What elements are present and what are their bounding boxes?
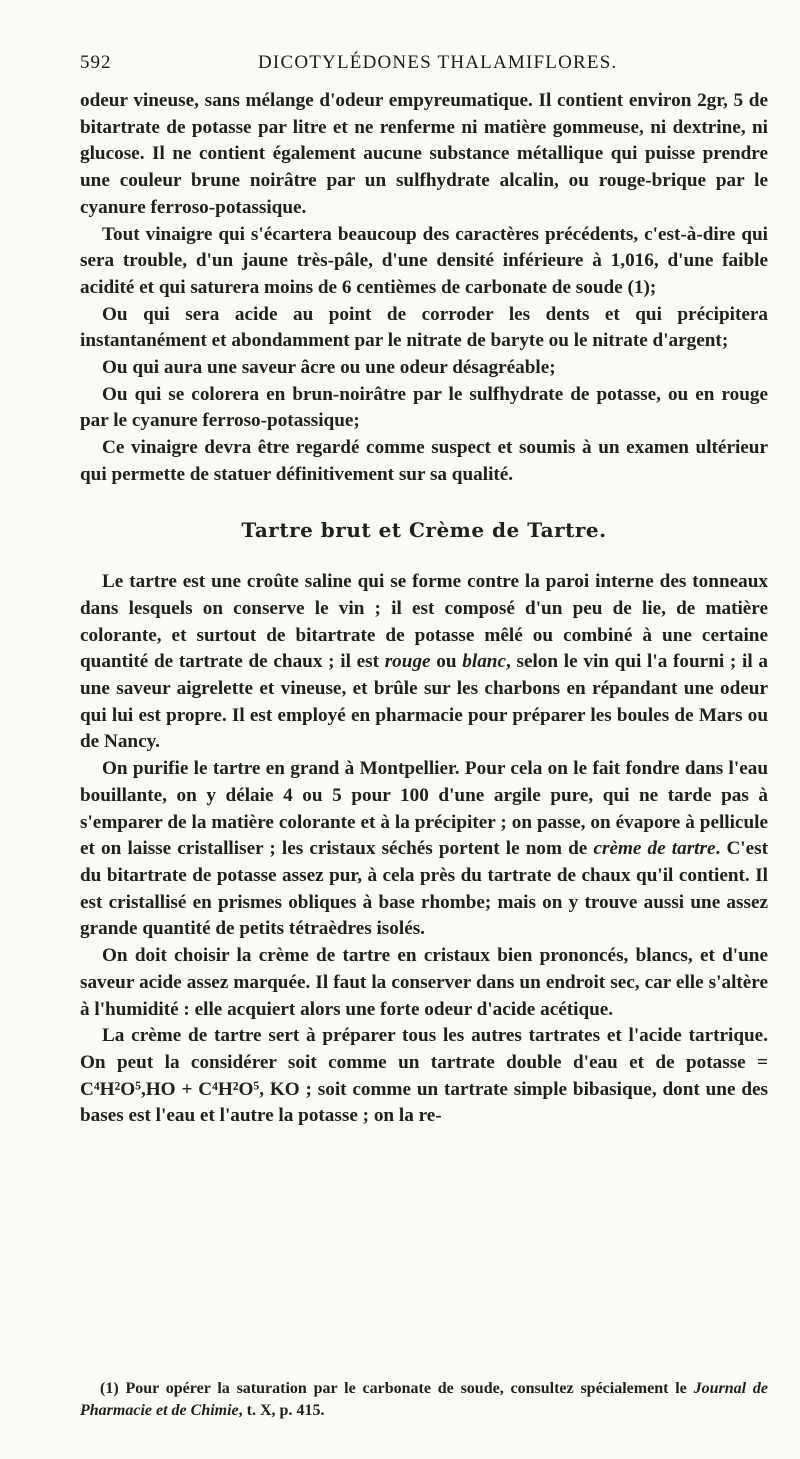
- italic-text: Journal de Pharmacie et de Chimie: [80, 1380, 768, 1419]
- text-run: Le tartre est une croûte saline qui se forme contre la paroi interne des tonneaux dans lesquels on conserve le vin ; il est composé d'un peu de lie, de matière colorante, et surtout de bitartrate de potasse mêlé ou combiné à une certaine quantité de tartrate de chaux ; il est: [80, 571, 768, 673]
- section-title: Tartre brut et Crème de Tartre.: [241, 517, 607, 542]
- text-run: On doit choisir la crème de tartre en cristaux bien prononcés, blancs, et d'une saveur acide assez marquée. Il faut la conserver dans un endroit sec, car elle s'altère à l'humidité : elle acquiert alors une forte odeur d'acide acétique.: [80, 945, 768, 1020]
- page-header: [80, 52, 725, 78]
- paragraph: [80, 569, 768, 756]
- paragraph: [80, 1023, 768, 1130]
- text-run: La crème de tartre sert à préparer tous les autres tartrates et l'acide tartrique. On peut la considérer soit comme un tartrate double d'eau et de potasse = C⁴H²O⁵,HO + C⁴H²O⁵, KO ; soit comme un tartrate simple bibasique, dont une des bases est l'eau et l'autre la potasse ; on la re-: [80, 1025, 768, 1127]
- paragraph: [80, 756, 768, 943]
- text-run: , t. X, p. 415.: [238, 1402, 325, 1419]
- footnote: [80, 1378, 768, 1422]
- text-run: , selon le vin qui l'a fourni ; il a une saveur aigrelette et vineuse, et brûle sur les charbons en répandant une odeur qui lui est propre. Il est employé en pharmacie pour préparer les boules de Mars ou de Nancy.: [80, 651, 768, 753]
- paragraph: Ce vinaigre devra être regardé comme suspect et soumis à un examen ultérieur qui permette de statuer définitivement sur sa qualité.: [80, 437, 768, 485]
- running-head: DICOTYLÉDONES THALAMIFLORES.: [258, 52, 618, 73]
- paragraph: Ou qui sera acide au point de corroder les dents et qui précipitera instantanément et abondamment par le nitrate de baryte ou le nitrate d'argent;: [80, 303, 768, 352]
- paragraph: [80, 943, 768, 1023]
- paragraph: Tout vinaigre qui s'écartera beaucoup des caractères précédents, c'est-à-dire qui sera trouble, d'un jaune très-pâle, d'une densité inférieure à 1,016, d'une faible acidité et qui saturera moins de 6 centièmes de carbonate de soude (1);: [80, 223, 768, 298]
- italic-text: rouge: [384, 651, 431, 673]
- italic-text: crème de tartre: [593, 838, 716, 860]
- paragraph: odeur vineuse, sans mélange d'odeur empyreumatique. Il contient environ 2gr, 5 de bitartrate de potasse par litre et ne renferme ni matière gommeuse, ni dextrine, ni glucose. Il ne contient également aucune substance métallique qui puisse prendre une couleur brune noirâtre par un sulfhydrate alcalin, ou rouge-brique par le cyanure ferroso-potassique.: [80, 90, 768, 218]
- text-run: . C'est du bitartrate de potasse assez pur, à cela près du tartrate de chaux qu'il contient. Il est cristallisé en prismes obliques à base rhombe; mais on y trouve aussi une assez grande quantité de petits tétraèdres isolés.: [80, 838, 769, 940]
- text-run: ou: [430, 651, 463, 673]
- italic-text: blanc: [462, 651, 506, 673]
- text-run: (1) Pour opérer la saturation par le carbonate de soude, consultez spécialement le: [100, 1380, 694, 1397]
- footnote-text: [80, 1378, 768, 1422]
- paragraph: Ou qui aura une saveur âcre ou une odeur désagréable;: [102, 357, 556, 379]
- page-number: 592: [80, 52, 112, 73]
- page-body: [80, 88, 768, 1130]
- text-run: On purifie le tartre en grand à Montpellier. Pour cela on le fait fondre dans l'eau bouillante, on y délaie 4 ou 5 pour 100 d'une argile pure, qui ne tarde pas à s'emparer de la matière colorante et à la précipiter ; on passe, on évapore à pellicule et on laisse cristalliser ; les cristaux séchés portent le nom de: [80, 758, 768, 860]
- paragraph: Ou qui se colorera en brun-noirâtre par le sulfhydrate de potasse, ou en rouge par le cyanure ferroso-potassique;: [80, 383, 768, 432]
